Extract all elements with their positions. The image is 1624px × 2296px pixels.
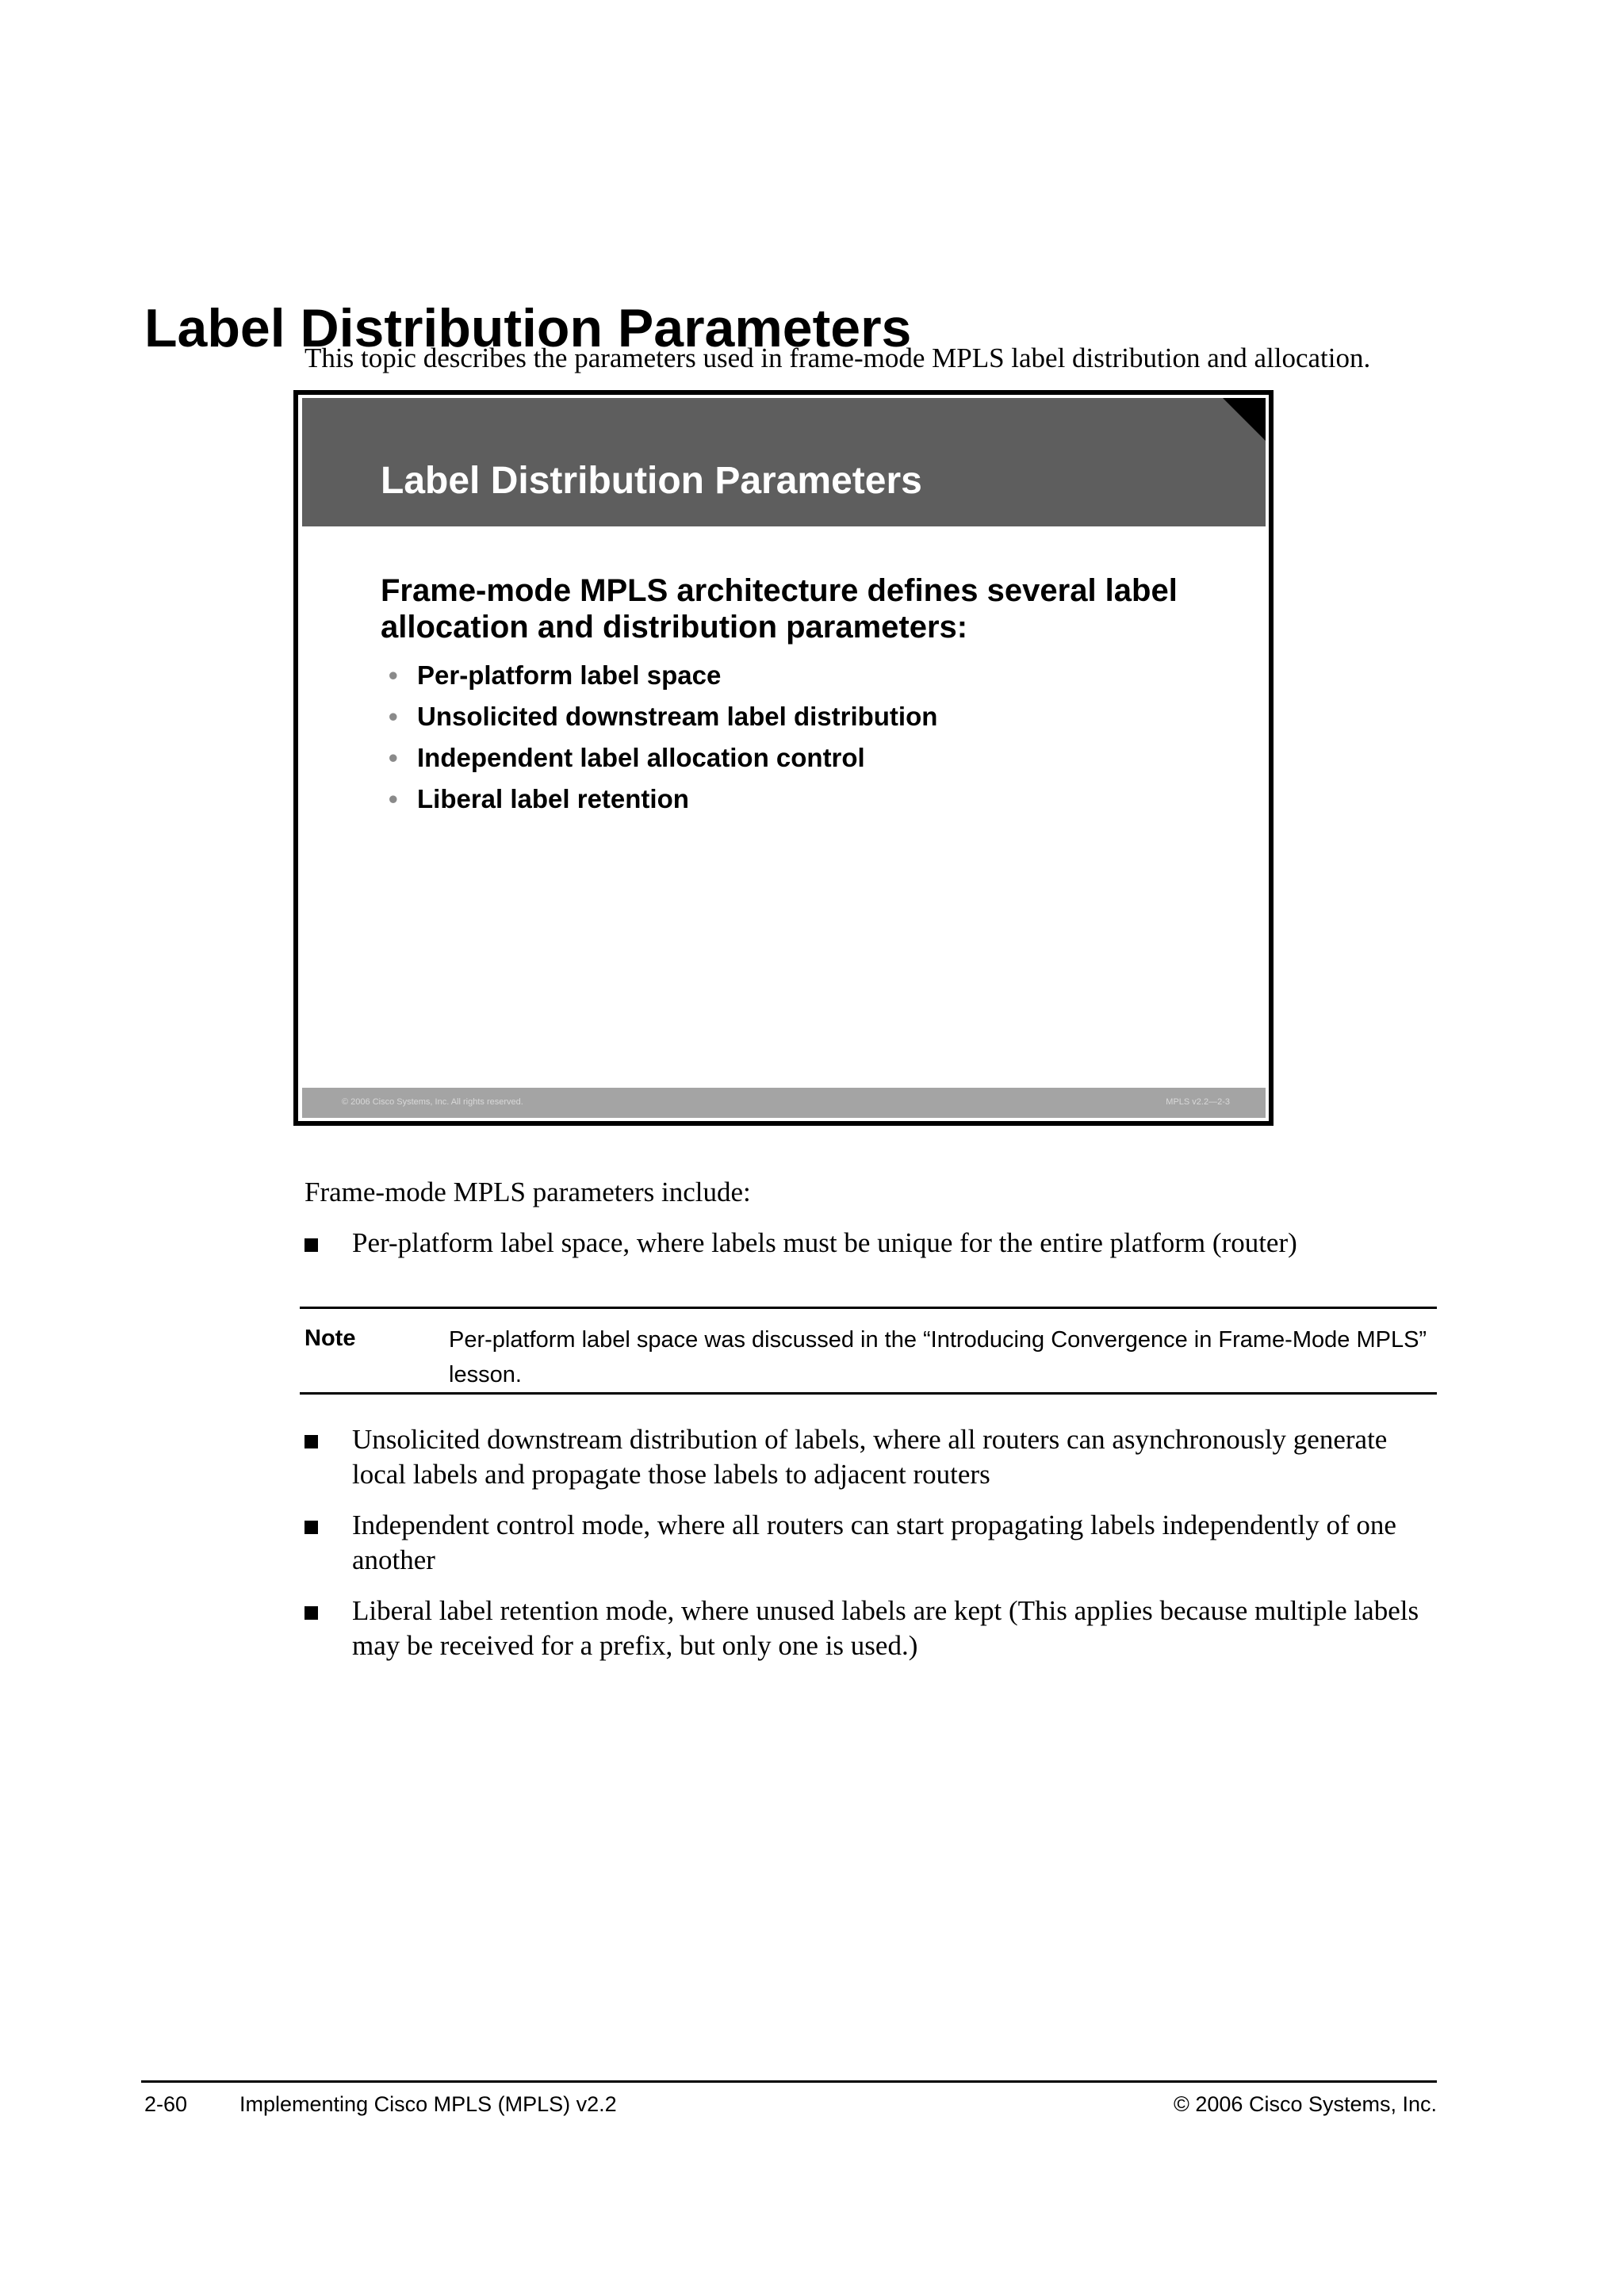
note-label: Note [304, 1326, 356, 1351]
slide-footer-copyright: © 2006 Cisco Systems, Inc. All rights reserved. [342, 1097, 523, 1107]
slide-bullet: • Liberal label retention [389, 779, 937, 820]
slide-bullet: • Independent label allocation control [389, 737, 937, 779]
slide-footer-bar [302, 1088, 1266, 1118]
body-intro: Frame-mode MPLS parameters include: [304, 1177, 751, 1207]
bullet-dot-icon: • [389, 660, 398, 690]
bullet-dot-icon: • [389, 784, 398, 813]
topic-intro: This topic describes the parameters used in frame-mode MPLS label distribution and allocation. [304, 342, 1371, 373]
note-top-rule [300, 1307, 1437, 1309]
footer-copyright: © 2006 Cisco Systems, Inc. [1173, 2092, 1437, 2116]
footer-rule [141, 2080, 1437, 2083]
slide-bullet: • Per-platform label space [389, 655, 937, 696]
square-bullet-icon [304, 1435, 318, 1448]
square-bullet-icon [304, 1521, 318, 1534]
bullet-dot-icon: • [389, 702, 398, 731]
slide-footer-version: MPLS v2.2—2-3 [1166, 1097, 1230, 1107]
square-bullet-icon [304, 1238, 318, 1252]
slide-bullet: • Unsolicited downstream label distribution [389, 696, 937, 737]
bullet-dot-icon: • [389, 743, 398, 772]
footer-page-number: 2-60 [144, 2092, 188, 2116]
slide-bullet-list [389, 655, 937, 820]
slide-title: Label Distribution Parameters [381, 460, 922, 502]
page-title: Label Distribution Parameters [144, 297, 912, 358]
slide-heading: Frame-mode MPLS architecture defines several label allocation and distribution parameters: [381, 573, 1178, 645]
note-bottom-rule [300, 1392, 1437, 1395]
square-bullet-icon [304, 1606, 318, 1620]
note-text: Per-platform label space was discussed in the “Introducing Convergence in Frame-Mode MPLS” lesson. [449, 1327, 1427, 1387]
footer-course-title: Implementing Cisco MPLS (MPLS) v2.2 [239, 2092, 617, 2116]
